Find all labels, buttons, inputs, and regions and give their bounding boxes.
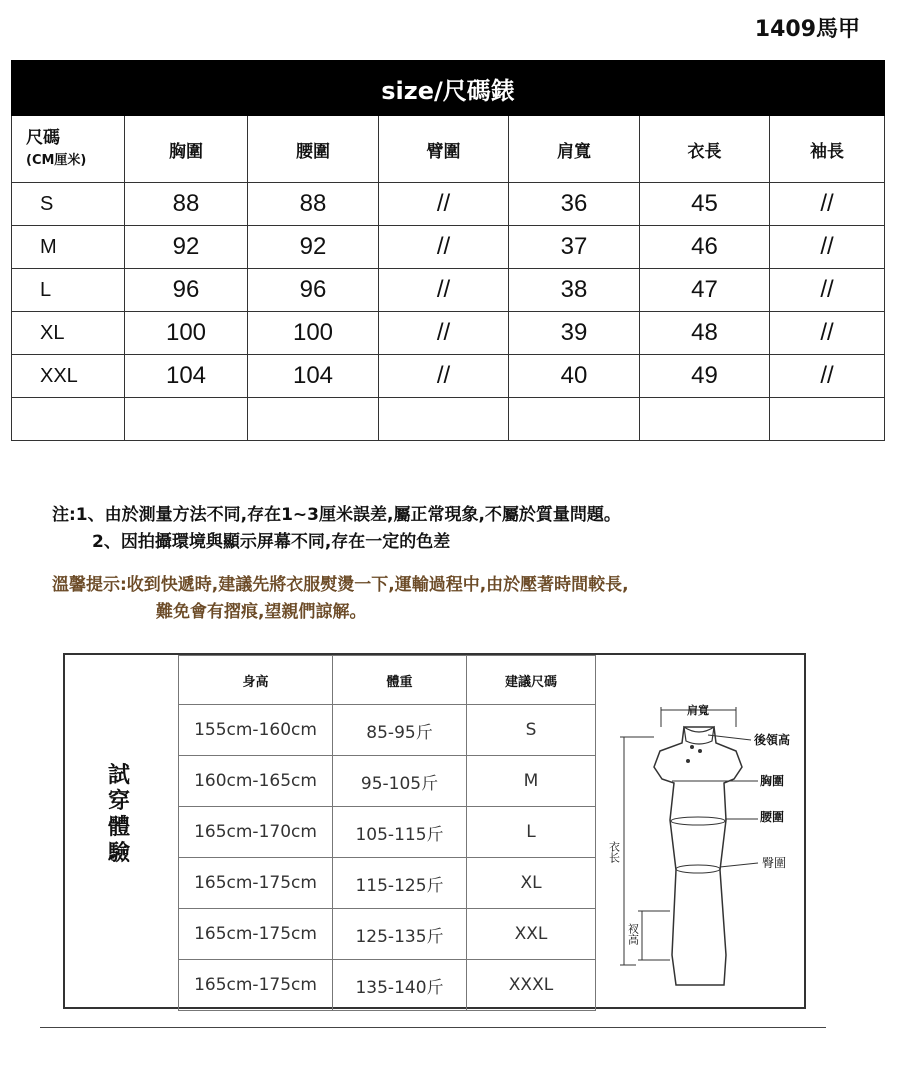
chest-cell: 104 <box>125 355 248 398</box>
header-weight: 體重 <box>333 656 467 705</box>
size-cell: M <box>12 226 125 269</box>
product-code: 1409馬甲 <box>754 17 860 42</box>
dress-diagram <box>595 655 807 1007</box>
height-cell: 155cm-160cm <box>179 705 333 756</box>
size-row <box>12 312 885 355</box>
header-height: 身高 <box>179 656 333 705</box>
shoulder-cell: 40 <box>509 355 640 398</box>
label-length: 衣长 <box>607 841 621 863</box>
header-shoulder: 肩寬 <box>509 116 640 183</box>
dress-measurement-svg <box>596 655 807 1007</box>
size-cell: XXL <box>12 355 125 398</box>
sleeve-cell: // <box>770 226 885 269</box>
size-cell: S <box>467 705 596 756</box>
size-chart-table <box>11 60 885 441</box>
weight-cell: 125-135斤 <box>333 909 467 960</box>
height-cell: 160cm-165cm <box>179 756 333 807</box>
label-hip: 臀圍 <box>762 856 787 870</box>
bottom-divider <box>40 1027 826 1028</box>
note-line-2: 2、因拍攝環境與顯示屏幕不同,存在一定的色差 <box>92 532 451 552</box>
arm-cell: // <box>379 312 509 355</box>
arm-cell: // <box>379 355 509 398</box>
size-row <box>12 226 885 269</box>
header-arm: 臂圍 <box>379 116 509 183</box>
header-sleeve: 袖長 <box>770 116 885 183</box>
weight-cell: 85-95斤 <box>333 705 467 756</box>
shoulder-cell: 39 <box>509 312 640 355</box>
shoulder-cell: 38 <box>509 269 640 312</box>
size-chart-title: size/尺碼錶 <box>12 61 885 116</box>
weight-cell: 135-140斤 <box>333 960 467 1011</box>
arm-cell: // <box>379 226 509 269</box>
notes <box>52 502 621 556</box>
header-length: 衣長 <box>640 116 770 183</box>
empty-row <box>12 398 885 441</box>
fitting-row <box>179 756 596 807</box>
length-cell: 47 <box>640 269 770 312</box>
fitting-experience-panel <box>63 653 806 1009</box>
height-cell: 165cm-170cm <box>179 807 333 858</box>
fitting-row <box>179 909 596 960</box>
size-row <box>12 355 885 398</box>
size-cell: L <box>467 807 596 858</box>
arm-cell: // <box>379 183 509 226</box>
height-cell: 165cm-175cm <box>179 858 333 909</box>
fitting-row <box>179 807 596 858</box>
shoulder-cell: 37 <box>509 226 640 269</box>
fitting-row <box>179 705 596 756</box>
label-slit: 衩高 <box>626 923 640 945</box>
length-cell: 46 <box>640 226 770 269</box>
header-recommended-size: 建議尺碼 <box>467 656 596 705</box>
weight-cell: 95-105斤 <box>333 756 467 807</box>
note-line-1: 注:1、由於測量方法不同,存在1~3厘米誤差,屬正常現象,不屬於質量問題。 <box>52 505 621 525</box>
fitting-table <box>178 655 596 1011</box>
size-chart-header-row <box>12 116 885 183</box>
chest-cell: 100 <box>125 312 248 355</box>
size-row <box>12 183 885 226</box>
arm-cell: // <box>379 269 509 312</box>
waist-cell: 96 <box>248 269 379 312</box>
size-cell: L <box>12 269 125 312</box>
chest-cell: 88 <box>125 183 248 226</box>
size-cell: XL <box>467 858 596 909</box>
sleeve-cell: // <box>770 312 885 355</box>
height-cell: 165cm-175cm <box>179 909 333 960</box>
size-cell: S <box>12 183 125 226</box>
label-waist: 腰圍 <box>760 810 785 824</box>
header-chest: 胸圍 <box>125 116 248 183</box>
tip-line-1: 溫馨提示:收到快遞時,建議先將衣服熨燙一下,運輸過程中,由於壓著時間較長, <box>52 575 629 595</box>
fitting-header-row <box>179 656 596 705</box>
waist-cell: 88 <box>248 183 379 226</box>
height-cell: 165cm-175cm <box>179 960 333 1011</box>
weight-cell: 105-115斤 <box>333 807 467 858</box>
chest-cell: 92 <box>125 226 248 269</box>
length-cell: 49 <box>640 355 770 398</box>
chest-cell: 96 <box>125 269 248 312</box>
sleeve-cell: // <box>770 269 885 312</box>
fitting-row <box>179 960 596 1011</box>
shoulder-cell: 36 <box>509 183 640 226</box>
weight-cell: 115-125斤 <box>333 858 467 909</box>
size-cell: XXL <box>467 909 596 960</box>
length-cell: 48 <box>640 312 770 355</box>
size-cell: XL <box>12 312 125 355</box>
sleeve-cell: // <box>770 355 885 398</box>
header-waist: 腰圍 <box>248 116 379 183</box>
size-cell: XXXL <box>467 960 596 1011</box>
label-chest: 胸圍 <box>760 774 785 788</box>
dress-outline <box>654 727 742 985</box>
tip-line-2: 難免會有摺痕,望親們諒解。 <box>156 602 367 622</box>
fitting-row <box>179 858 596 909</box>
fitting-label: 試 穿 體 驗 <box>107 763 130 866</box>
warm-tips <box>52 572 629 626</box>
waist-cell: 92 <box>248 226 379 269</box>
size-cell: M <box>467 756 596 807</box>
label-collar: 後領高 <box>754 733 791 747</box>
label-shoulder: 肩寬 <box>687 704 709 717</box>
length-cell: 45 <box>640 183 770 226</box>
waist-cell: 100 <box>248 312 379 355</box>
waist-cell: 104 <box>248 355 379 398</box>
header-size: 尺碼 (CM厘米) <box>12 116 125 183</box>
sleeve-cell: // <box>770 183 885 226</box>
size-row <box>12 269 885 312</box>
